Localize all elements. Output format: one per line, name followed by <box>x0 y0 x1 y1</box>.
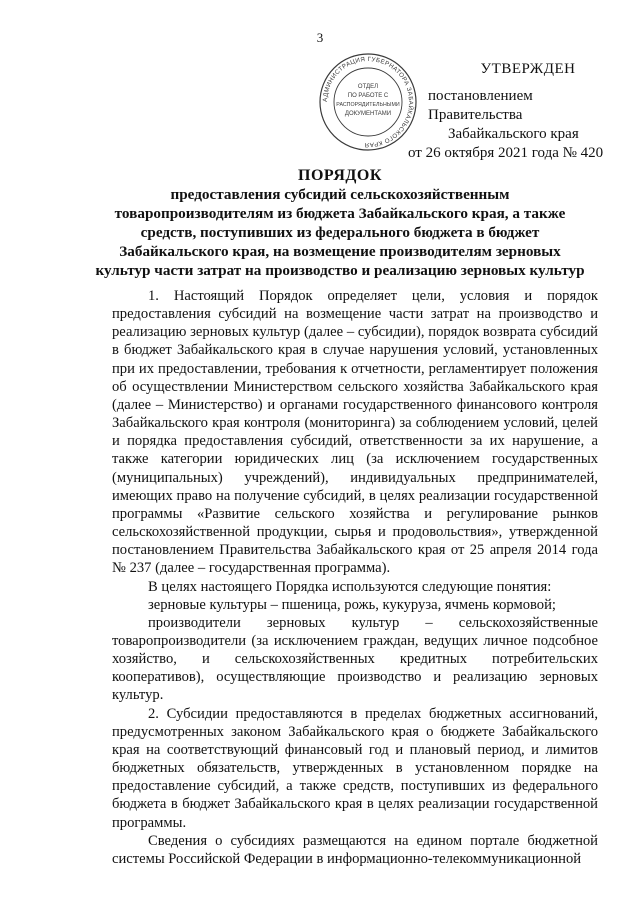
svg-text:ОТДЕЛ: ОТДЕЛ <box>357 84 379 90</box>
page-number: 3 <box>316 30 324 45</box>
paragraph-6: Сведения о субсидиях размещаются на едином портале бюджетной системы Российской Федерации в информационно-телекоммуникационной <box>112 832 598 867</box>
document-title <box>95 166 585 280</box>
svg-text:РАСПОРЯДИТЕЛЬНЫМИ: РАСПОРЯДИТЕЛЬНЫМИ <box>336 102 400 108</box>
paragraph-5: 2. Субсидии предоставляются в пределах бюджетных ассигнований, предусмотренных законом Забайкальского края о бюджете Забайкальского края на соответствующий финансовый год и плановый период, и лимитов бюджетных обязательств, утвержденных в установленном порядке на предоставление субсидий, а также средств, поступивших из федерального бюджета в бюджет Забайкальского края в целях реализации государственной программы. <box>112 705 598 831</box>
document-body <box>112 287 598 868</box>
svg-text:ДОКУМЕНТАМИ: ДОКУМЕНТАМИ <box>344 111 392 117</box>
approval-line-3: от 26 октября 2021 года № 420 <box>408 145 604 161</box>
paragraph-4: производители зерновых культур – сельскохозяйственные товаропроизводители (за исключением граждан, ведущих личное подсобное хозяйство, и сельскохозяйственных кредитных потребительских кооперативов), осуществляющие производство и реализацию зерновых культур. <box>112 614 598 704</box>
official-stamp-seal <box>318 52 418 152</box>
svg-text:ПО РАБОТЕ С: ПО РАБОТЕ С <box>347 93 389 99</box>
svg-text:АДМИНИСТРАЦИЯ ГУБЕРНАТОРА ЗАБА: АДМИНИСТРАЦИЯ ГУБЕРНАТОРА ЗАБАЙКАЛЬСКОГО КРАЯ <box>321 55 415 149</box>
approval-line-1: постановлением Правительства <box>428 88 533 123</box>
approval-block <box>408 60 628 163</box>
approval-title: УТВЕРЖДЕН <box>480 61 576 77</box>
approval-line-2: Забайкальского края <box>448 126 579 142</box>
paragraph-1: 1. Настоящий Порядок определяет цели, условия и порядок предоставления субсидий на возмещение части затрат на производство и реализацию зерновых культур (далее – субсидии), порядок возврата субсидий в бюджет Забайкальского края в случае нарушения условий, установленных при их предоставлении, требования к отчетности, регламентирует положения об осуществлении Министерством сельского хозяйства Забайкальского края (далее – Министерство) и органами государственного финансового контроля Забайкальского края контроля (мониторинга) за соблюдением условий, целей и порядка предоставления субсидий, ответственности за их нарушение, а также категории юридических лиц (за исключением государственных (муниципальных) учреждений), индивидуальных предпринимателей, имеющих право на получение субсидий, в целях реализации государственной программы «Развитие сельского хозяйства и регулирование рынков сельскохозяйственной продукции, сырья и продовольствия», утвержденной постановлением Правительства Забайкальского края от 25 апреля 2014 года № 237 (далее – государственная программа). <box>112 288 598 577</box>
document-title-subtitle: предоставления субсидий сельскохозяйственным товаропроизводителям из бюджета Забайкальского края, а также средств, поступивших из федерального бюджета в бюджет Забайкальского края, на возмещение производителям зерновых культур части затрат на производство и реализацию зерновых культур <box>95 186 585 279</box>
document-title-main: ПОРЯДОК <box>298 167 382 184</box>
paragraph-3: зерновые культуры – пшеница, рожь, кукуруза, ячмень кормовой; <box>148 596 556 613</box>
paragraph-2: В целях настоящего Порядка используются следующие понятия: <box>148 578 552 595</box>
